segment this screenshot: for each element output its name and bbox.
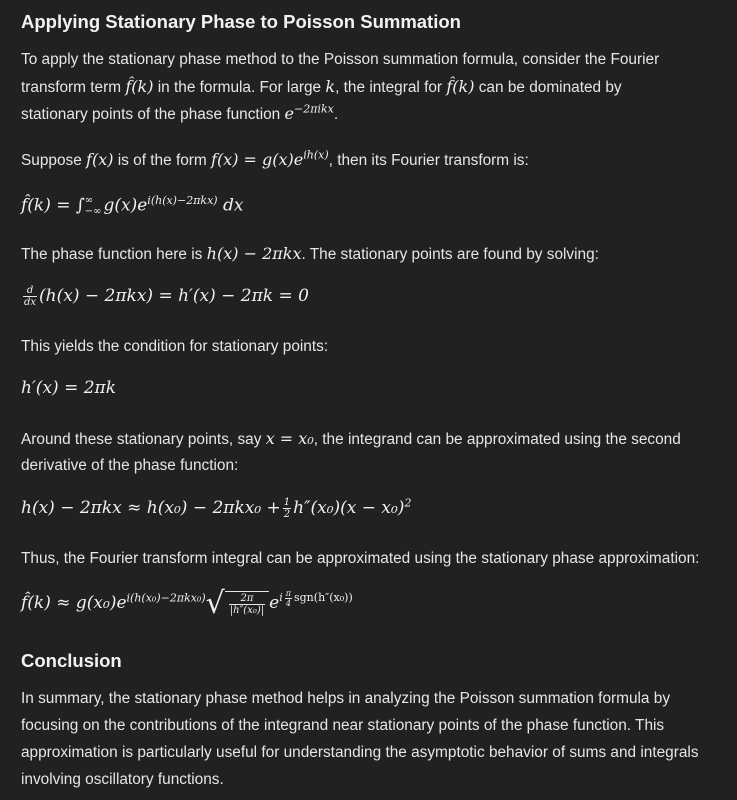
equation-stationary-condition: $\frac{d}{dx}$ (h(x) − 2πkx) = h′(x) − 2πk = 0 [24, 285, 309, 308]
math-x-eq-x0: x = x₀ [265, 429, 314, 448]
conclusion-line1: In summary, the stationary phase method helps in analyzing the Poisson summation formula by [21, 690, 671, 707]
equation-stationary-phase-approx: f̂(k) ≈ $g(x_0)e^{i(h(x_0)-2\pi kx_0)}√$ $\frac{2\pi}{\text{|h″(x₀)|}}$ $e^{i \frac{\pi}{4} sgn(h''(x_0))}$ [21, 586, 353, 621]
paragraph-intro-line2: transform term f̂(k) in the formula. For large k, the integral for f̂(k) can be dominated by [21, 77, 622, 96]
paragraph-around-line2: derivative of the phase function: [21, 457, 239, 474]
conclusion-line3: approximation is particularly useful for understanding the asymptotic behavior of sums and integrals [21, 744, 699, 761]
paragraph-suppose: Suppose f(x) is of the form $f(x) = g(x)e^{ih(x)}$, then its Fourier transform is: [21, 148, 529, 169]
heading-main: Applying Stationary Phase to Poisson Summation [21, 11, 461, 32]
equation-taylor-expansion: h(x) − 2πkx ≈ h(x₀) − 2πkx₀ + $\frac{1}{2}$ $h''(x_0)(x - x_0)^2$ [21, 496, 412, 520]
paragraph-phase-function: The phase function here is h(x) − 2πkx. The stationary points are found by solving: [21, 244, 599, 263]
paragraph-intro-line3: stationary points of the phase function $e^{-2\pi ikx}$. [21, 102, 339, 123]
heading-conclusion: Conclusion [21, 650, 122, 671]
math-fhat-k: f̂(k) [125, 77, 154, 96]
math-f-x: f(x) [86, 150, 114, 169]
paragraph-thus: Thus, the Fourier transform integral can be approximated using the stationary phase approximation: [21, 550, 700, 567]
conclusion-line2: focusing on the contributions of the integrand near stationary points of the phase function. This [21, 717, 665, 734]
paragraph-around-line1: Around these stationary points, say x = x₀, the integrand can be approximated using the second [21, 429, 681, 448]
math-fhat-k-2: f̂(k) [446, 77, 475, 96]
conclusion-line4: involving oscillatory functions. [21, 771, 224, 788]
equation-fourier-transform: f̂(k) = ∫ ∞ −∞ $g(x)e^{i(h(x)-2\pi kx)}$ dx [21, 193, 244, 217]
math-k: k [325, 77, 336, 96]
paragraph-yields: This yields the condition for stationary points: [21, 338, 329, 355]
equation-h-prime: h′(x) = 2πk [21, 378, 117, 398]
math-f-form: $f(x) = g(x)e^{ih(x)}$ [211, 148, 329, 169]
math-phase-function: $e^{-2\pi ikx}$ [284, 102, 334, 123]
paragraph-intro-line1: To apply the stationary phase method to the Poisson summation formula, consider the Fourier [21, 51, 660, 68]
math-phase-here: h(x) − 2πkx [206, 244, 302, 263]
